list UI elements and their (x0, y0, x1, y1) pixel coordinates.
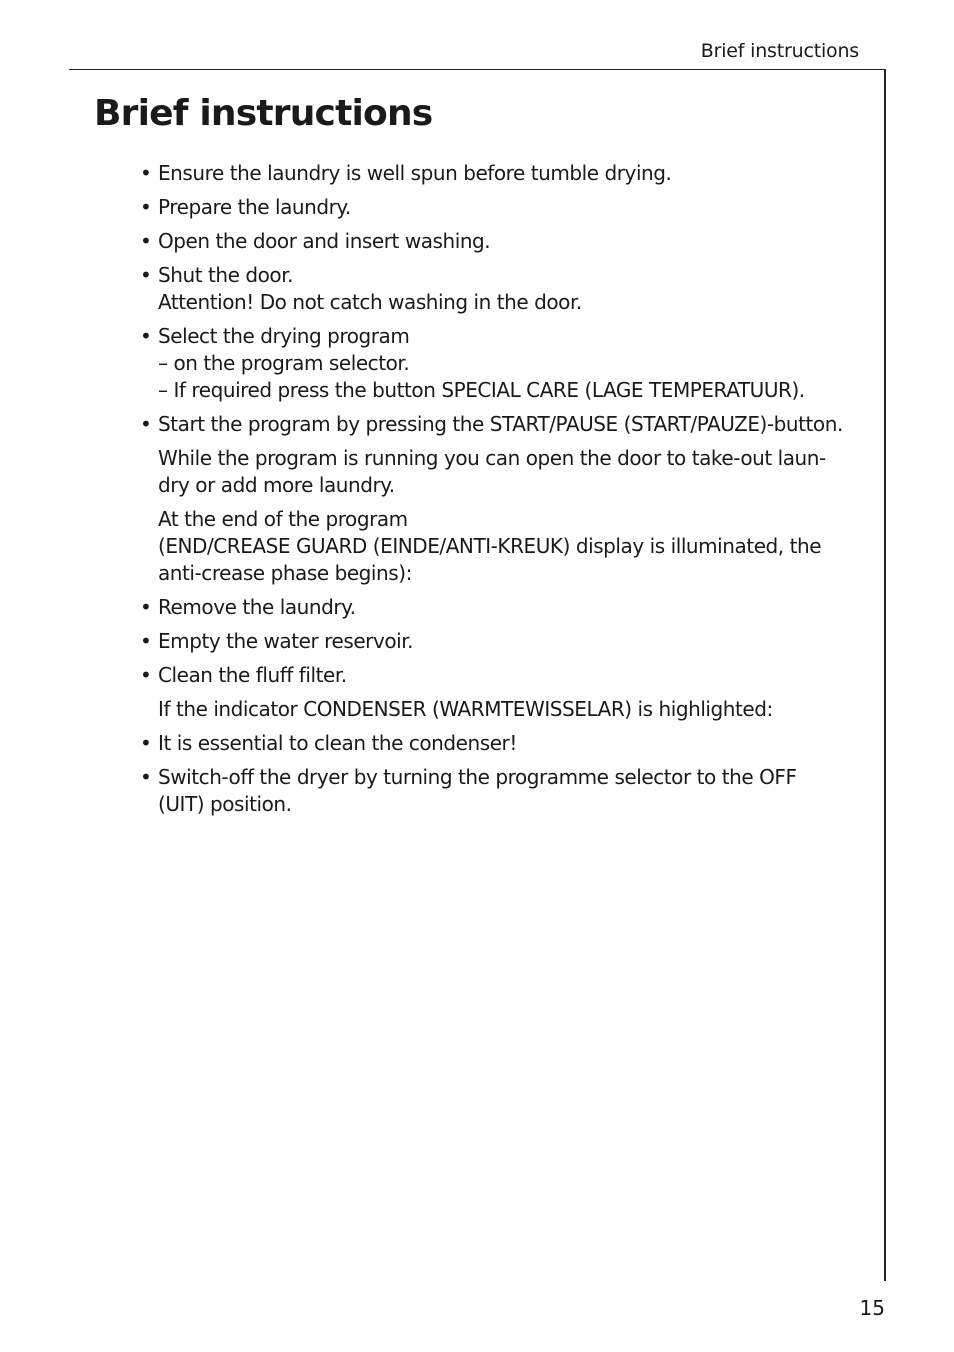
margin-rule (884, 69, 886, 1281)
list-note (140, 696, 875, 723)
running-header: Brief instructions (700, 40, 859, 62)
item-line: • Empty the water reservoir. (158, 629, 414, 653)
item-line: (END/CREASE GUARD (EINDE/ANTI-KREUK) display is illuminated, the (158, 534, 822, 558)
item-line: • Open the door and insert washing. (158, 229, 491, 253)
page-number: 15 (859, 1296, 885, 1320)
item-line: If the indicator CONDENSER (WARMTEWISSELAR) is highlighted: (158, 697, 773, 721)
list-note (140, 506, 875, 587)
item-line: – If required press the button SPECIAL CARE (LAGE TEMPERATUUR). (158, 378, 805, 402)
item-line: • Ensure the laundry is well spun before tumble drying. (158, 161, 672, 185)
list-item (140, 262, 875, 316)
list-item (140, 411, 875, 438)
item-line: – on the program selector. (158, 351, 410, 375)
item-line: • Prepare the laundry. (158, 195, 351, 219)
list-item (140, 662, 875, 689)
item-line: anti-crease phase begins): (158, 561, 412, 585)
item-line: • Select the drying program (158, 324, 410, 348)
item-line: Attention! Do not catch washing in the door. (158, 290, 582, 314)
list-item (140, 194, 875, 221)
item-line: • Switch-off the dryer by turning the programme selector to the OFF (158, 765, 797, 789)
item-line: • Remove the laundry. (158, 595, 356, 619)
list-note (140, 445, 875, 499)
list-item (140, 160, 875, 187)
item-line: • Shut the door. (158, 263, 294, 287)
list-item (140, 730, 875, 757)
list-item (140, 323, 875, 404)
list-item (140, 764, 875, 818)
item-line: • Start the program by pressing the START/PAUSE (START/PAUZE)-button. (158, 412, 843, 436)
item-line: • Clean the fluff filter. (158, 663, 347, 687)
item-line: • It is essential to clean the condenser! (158, 731, 517, 755)
item-line: At the end of the program (158, 507, 408, 531)
list-item (140, 228, 875, 255)
item-line: dry or add more laundry. (158, 473, 395, 497)
list-item (140, 628, 875, 655)
item-line: (UIT) position. (158, 792, 292, 816)
header-rule (69, 69, 886, 70)
instruction-list (140, 160, 875, 825)
item-line: While the program is running you can open the door to take-out laun- (158, 446, 826, 470)
page-title: Brief instructions (94, 93, 433, 134)
list-item (140, 594, 875, 621)
